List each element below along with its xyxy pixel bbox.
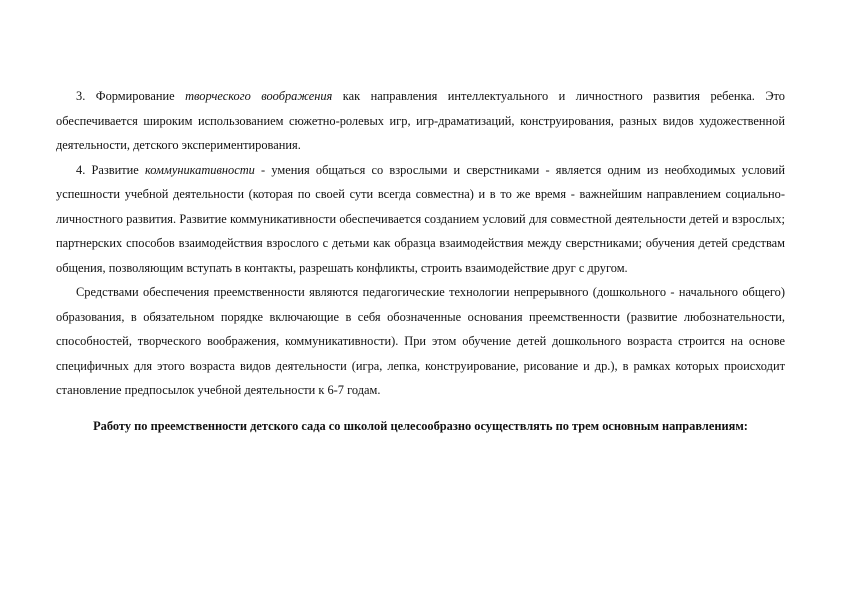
paragraph-lead: 3. Формирование — [76, 89, 186, 103]
document-body — [56, 84, 785, 447]
paragraph-continuity-means: Средствами обеспечения преемственности являются педагогические технологии непрерывного (дошкольного - начального общего) образования, в обязательном порядке включающие в себя обозначенные основания преемственности (развитие любознательности, способностей, творческого воображения, коммуникативности). При этом обучение детей дошкольного возраста строится на основе специфичных для этого возраста видов деятельности (игра, лепка, конструирование, рисование и др.), в рамках которых происходит становление предпосылок учебной деятельности к 6-7 годам. — [56, 285, 785, 397]
paragraph-communicativeness — [56, 158, 785, 281]
italic-term: коммуникативности — [144, 162, 255, 177]
paragraph-lead: 4. Развитие — [76, 162, 145, 177]
paragraph-creative-imagination — [56, 84, 785, 158]
paragraph-text: - умения общаться со взрослыми и сверстниками - является одним из необходимых условий успешности учебной деятельности (которая по своей сути всегда совместна) и в то же время - важнейшим направлением социально-личностного развития. Развитие коммуникативности обеспечивается созданием условий для совместной деятельности детей и взрослых; партнерских способов взаимодействия взрослого с детьми как образца взаимодействия между сверстниками; обучения детей средствам общения, позволяющим вступать в контакты, разрешать конфликты, строить взаимодействие друг с другом. — [56, 162, 785, 275]
italic-term: творческого воображения — [185, 89, 333, 103]
paragraph-text: как направления интеллектуального и личностного развития ребенка. Это обеспечивается широким использованием сюжетно-ролевых игр, игр-драматизаций, конструирования, разных видов художественной деятельности, детского экспериментирования. — [56, 89, 786, 152]
section-heading: Работу по преемственности детского сада со школой целесообразно осуществлять по трем основным направлениям: — [93, 418, 748, 433]
